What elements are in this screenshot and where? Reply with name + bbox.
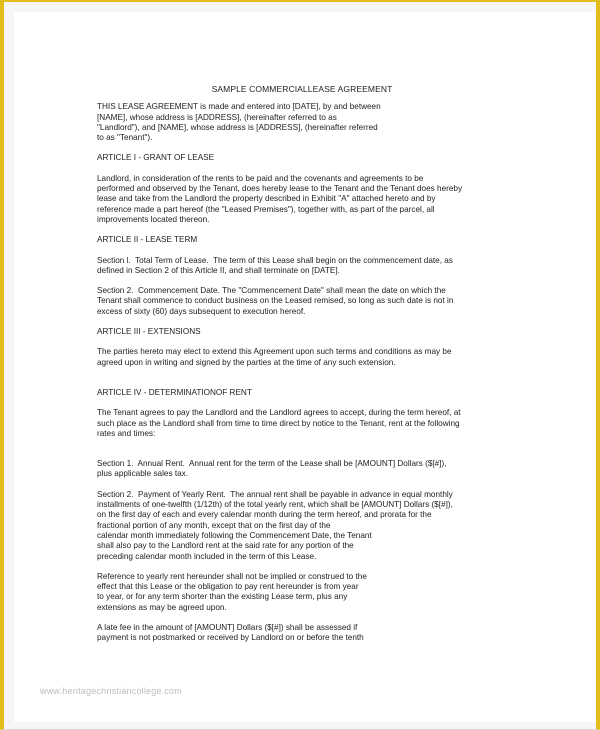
intro-line: "Landlord"), and [NAME], whose address is [ADDRESS], (hereinafter referred [97, 122, 378, 132]
text-line: improvements located thereon. [97, 214, 210, 224]
article-1-heading: ARTICLE I - GRANT OF LEASE [97, 153, 215, 163]
text-line: to year, or for any term shorter than the existing Lease term, plus any [97, 592, 348, 602]
text-line: Section 1. Annual Rent. Annual rent for the term of the Lease shall be [AMOUNT] Dollars ($[#]), [97, 459, 447, 469]
text-line: Tenant shall commence to conduct business on the Leased remised, so long as such date is not in [97, 296, 454, 306]
article-4-section-1 [97, 459, 497, 480]
text-line: The parties hereto may elect to extend this Agreement upon such terms and conditions as may be [97, 347, 452, 357]
article-4-late-fee [97, 623, 497, 644]
article-3-heading: ARTICLE III - EXTENSIONS [97, 327, 201, 337]
text-line: performed and observed by the Tenant, does hereby lease to the Tenant and the Tenant does hereby [97, 184, 463, 194]
lease-document [97, 84, 497, 654]
text-line: Section l. Total Term of Lease. The term of this Lease shall begin on the commencement date, as [97, 255, 453, 265]
intro-line: [NAME], whose address is [ADDRESS], (hereinafter referred to as [97, 112, 337, 122]
text-line: shall also pay to the Landlord rent at the said rate for any portion of the [97, 541, 354, 551]
text-line: lease and take from the Landlord the property described in Exhibit "A" attached hereto and by [97, 194, 436, 204]
text-line: fractional portion of any month, except that on the first day of the [97, 520, 331, 530]
text-line: Reference to yearly rent hereunder shall not be implied or construed to the [97, 571, 367, 581]
article-4-section-2 [97, 490, 497, 562]
intro-line: to as "Tenant"). [97, 133, 153, 143]
article-2-section-1 [97, 256, 497, 277]
text-line: on the first day of each and every calendar month during the term hereof, and prorata for the [97, 510, 432, 520]
text-line: extensions as may be agreed upon. [97, 602, 227, 612]
article-3-paragraph [97, 347, 497, 368]
text-line: agreed upon in writing and signed by the parties at the time of any such extension. [97, 357, 396, 367]
intro-line: THIS LEASE AGREEMENT is made and entered into [DATE], by and between [97, 102, 381, 112]
text-line: The Tenant agrees to pay the Landlord and the Landlord agrees to accept, during the term hereof, at [97, 408, 461, 418]
text-line: calendar month immediately following the Commencement Date, the Tenant [97, 530, 372, 540]
text-line: effect that this Lease or the obligation to pay rent hereunder is from year [97, 582, 359, 592]
text-line: defined in Section 2 of this Article II, and shall terminate on [DATE]. [97, 265, 340, 275]
text-line: such place as the Landlord shall from time to time direct by notice to the Tenant, rent at the following [97, 418, 460, 428]
text-line: Section 2. Commencement Date. The "Commencement Date" shall mean the date on which the [97, 286, 446, 296]
text-line: payment is not postmarked or received by Landlord on or before the tenth [97, 633, 364, 643]
text-line: plus applicable sales tax. [97, 469, 189, 479]
text-line: reference made a part hereof (the "Leased Premises"), together with, as part of the parcel, all [97, 204, 435, 214]
article-4-paragraph [97, 408, 497, 439]
document-title: SAMPLE COMMERCIALLEASE AGREEMENT [211, 84, 393, 94]
text-line: rates and times: [97, 428, 156, 438]
text-line: installments of one-twelfth (1/12th) of the total yearly rent, which shall be [AMOUNT] Dollars ($[#]), [97, 500, 453, 510]
text-line: excess of sixty (60) days subsequent to execution hereof. [97, 306, 306, 316]
article-1-paragraph [97, 174, 497, 225]
text-line: A late fee in the amount of [AMOUNT] Dollars ($[#]) shall be assessed if [97, 622, 358, 632]
intro-paragraph [97, 102, 497, 143]
text-line: preceding calendar month included in the term of this Lease. [97, 551, 317, 561]
article-2-heading: ARTICLE II - LEASE TERM [97, 235, 198, 245]
text-line: Landlord, in consideration of the rents to be paid and the covenants and agreements to be [97, 173, 424, 183]
article-4-heading: ARTICLE IV - DETERMINATIONOF RENT [97, 387, 252, 397]
article-2-section-2 [97, 286, 497, 317]
site-watermark: www.heritagechristiancollege.com [40, 686, 182, 696]
text-line: Section 2. Payment of Yearly Rent. The annual rent shall be payable in advance in equal monthly [97, 489, 453, 499]
article-4-reference [97, 572, 497, 613]
